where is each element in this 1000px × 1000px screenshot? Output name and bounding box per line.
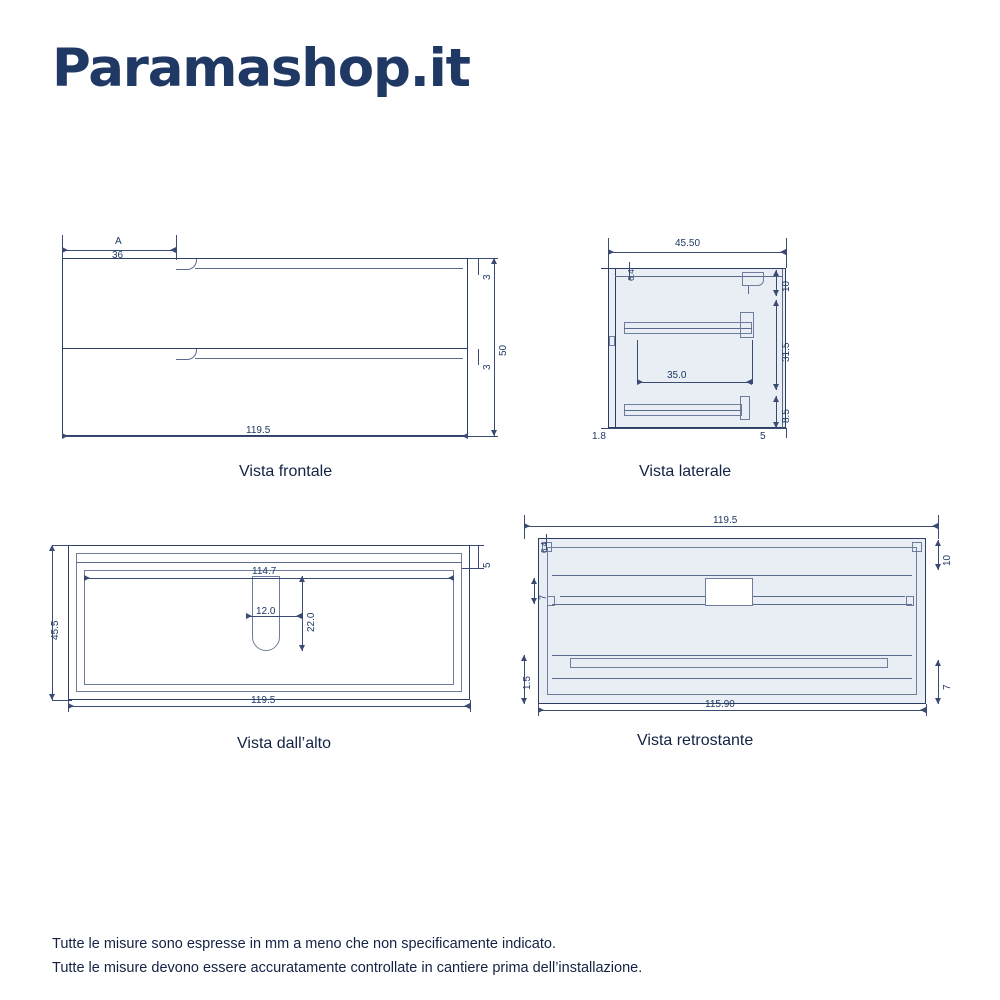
back-inner-outline bbox=[547, 547, 917, 695]
front-dim-gap1-label: 3 bbox=[482, 274, 493, 280]
back-dim-15-label: 1.5 bbox=[522, 676, 533, 690]
brand-logo: Paramashop.it bbox=[52, 38, 470, 99]
top-dim-inner-label: 114.7 bbox=[252, 566, 277, 577]
back-dim-inner-ext-left bbox=[538, 704, 539, 716]
back-center-cutout bbox=[705, 578, 753, 606]
top-dim-cut-width-label: 12.0 bbox=[256, 606, 276, 617]
note-line-1: Tutte le misure sono espresse in mm a meno che non specificamente indicato. bbox=[52, 936, 556, 952]
back-dim-10-arrow-top bbox=[935, 540, 941, 546]
back-dim-width-ext-left bbox=[524, 515, 525, 539]
back-dim-width-ext-right bbox=[938, 515, 939, 539]
side-dim-85-label: 8.5 bbox=[781, 409, 792, 423]
front-dim-gap2-label: 3 bbox=[482, 364, 493, 370]
top-caption: Vista dall’alto bbox=[237, 735, 331, 752]
side-dim-64-label: 6.4 bbox=[626, 269, 636, 281]
back-fixing-mid-left bbox=[547, 596, 555, 606]
back-dim-width-line bbox=[524, 526, 938, 527]
back-dim-width-label: 119.5 bbox=[713, 515, 738, 526]
back-dim-15-arrow-bottom bbox=[521, 698, 527, 704]
back-dim-r7-arrow-bottom bbox=[935, 698, 941, 704]
back-dim-10-label: 10 bbox=[942, 554, 953, 566]
side-dim-315-label: 31.5 bbox=[781, 342, 792, 362]
back-dim-7-label: 7 bbox=[538, 594, 548, 600]
side-dim-5-label: 5 bbox=[760, 431, 766, 442]
side-dim-depth-label: 45.50 bbox=[675, 238, 701, 249]
back-fixing-mid-right bbox=[906, 596, 914, 606]
back-dim-15-arrow-top bbox=[521, 655, 527, 661]
front-dim-a-label: A bbox=[115, 236, 122, 247]
top-dim-5-label: 5 bbox=[482, 562, 493, 568]
back-rail-top bbox=[552, 575, 912, 576]
back-dim-inner-label: 115.90 bbox=[705, 699, 735, 710]
back-rail-bottom bbox=[552, 655, 912, 656]
top-dim-width-label: 119.5 bbox=[251, 695, 276, 706]
back-rail-bottom-2 bbox=[552, 678, 912, 679]
front-caption: Vista frontale bbox=[239, 463, 333, 480]
front-dim-36-label: 36 bbox=[112, 250, 124, 261]
front-dim-height-label: 50 bbox=[498, 344, 509, 356]
side-dim-inner-label: 35.0 bbox=[667, 370, 687, 381]
back-dim-inner-ext-right bbox=[926, 704, 927, 716]
back-bottom-panel bbox=[570, 658, 888, 668]
note-line-2: Tutte le misure devono essere accuratamente controllate in cantiere prima dell’installazione. bbox=[52, 960, 643, 976]
back-dim-7-arrow-bottom bbox=[531, 598, 537, 604]
side-dim-10-label: 10 bbox=[781, 280, 792, 292]
back-dim-r7-label: 7 bbox=[942, 684, 953, 690]
back-fixing-top-right bbox=[912, 542, 922, 552]
top-dim-cut-depth-label: 22.0 bbox=[306, 612, 317, 632]
side-caption: Vista laterale bbox=[639, 463, 732, 480]
back-dim-7-arrow-top bbox=[531, 578, 537, 584]
front-dim-width-label: 119.5 bbox=[246, 425, 271, 436]
top-dim-height-label: 45.5 bbox=[50, 620, 61, 640]
back-caption: Vista retrostante bbox=[637, 732, 754, 749]
back-dim-64-label: 6.4 bbox=[540, 541, 549, 553]
back-dim-r7-arrow-top bbox=[935, 660, 941, 666]
side-dim-18-label: 1.8 bbox=[592, 431, 606, 442]
back-dim-10-arrow-bottom bbox=[935, 564, 941, 570]
back-dim-inner-line bbox=[538, 710, 926, 711]
